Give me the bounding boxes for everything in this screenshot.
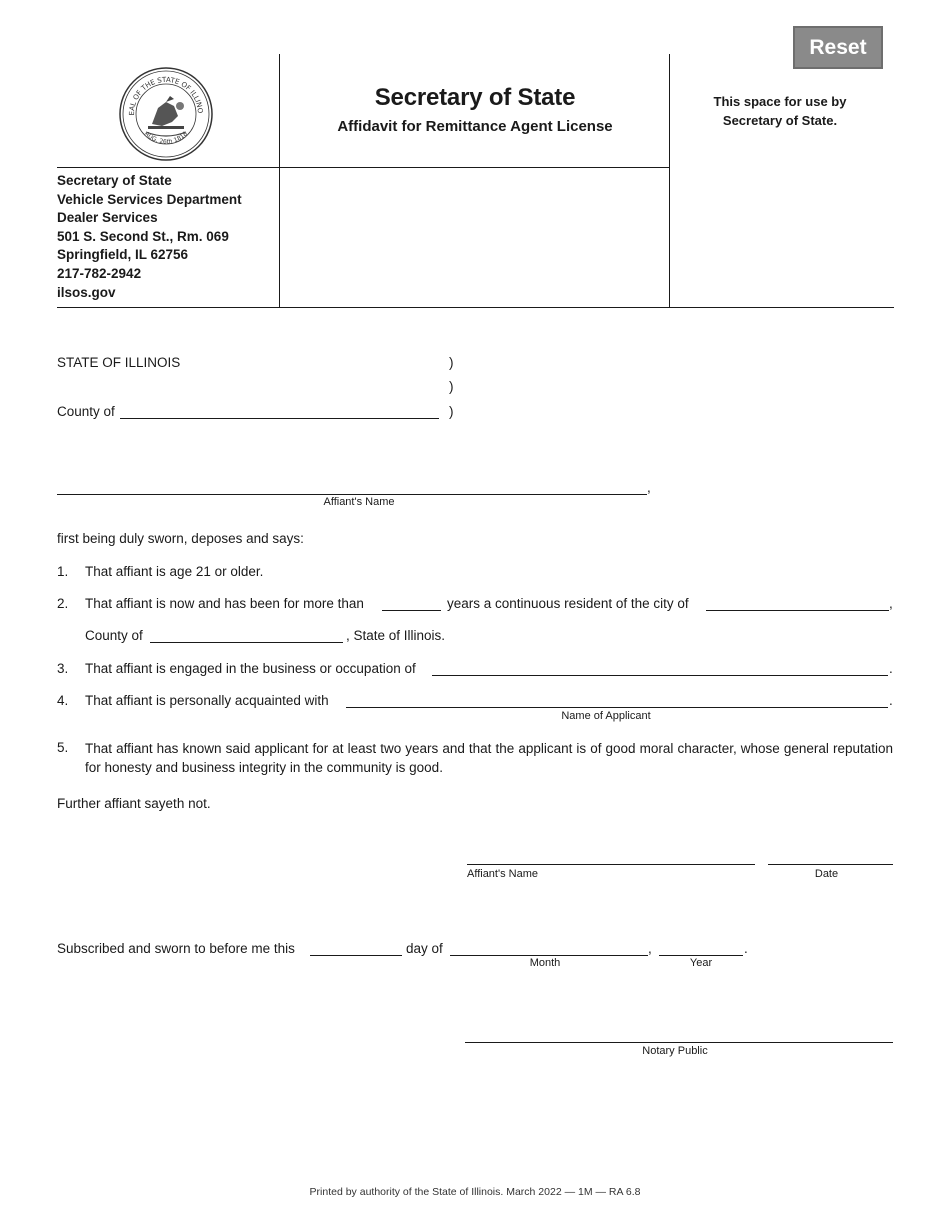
item-2-text-b: years a continuous resident of the city of xyxy=(447,596,689,611)
address-website[interactable]: ilsos.gov xyxy=(57,284,116,300)
date-line[interactable] xyxy=(768,864,893,865)
item-2-comma: , xyxy=(889,596,893,611)
item-3-number: 3. xyxy=(57,661,69,676)
address-phone: 217-782-2942 xyxy=(57,265,142,281)
reset-button[interactable]: Reset xyxy=(793,26,883,69)
item-2-text-a: That affiant is now and has been for more than xyxy=(85,596,364,611)
venue-county-label: County of xyxy=(57,404,115,419)
venue-paren-1: ) xyxy=(449,355,454,370)
month-field[interactable] xyxy=(450,940,648,956)
year-caption: Year xyxy=(689,957,713,969)
address-line-3: Dealer Services xyxy=(57,210,158,226)
affiant-signature-caption: Affiant's Name xyxy=(467,868,538,880)
further-affiant: Further affiant sayeth not. xyxy=(57,796,211,811)
svg-text:SEAL OF THE STATE OF ILLINOIS: EAL OF THE STATE OF ILLINO xyxy=(127,75,205,116)
venue-paren-3: ) xyxy=(449,404,454,419)
footer-note: Printed by authority of the State of Illinois. March 2022 — 1M — RA 6.8 xyxy=(309,1186,641,1198)
sworn-statement: first being duly sworn, deposes and says: xyxy=(57,531,304,546)
item-2-text-c: County of xyxy=(85,628,143,643)
venue-county-field[interactable] xyxy=(120,403,439,419)
item-4-number: 4. xyxy=(57,693,69,708)
applicant-name-caption: Name of Applicant xyxy=(561,710,651,722)
affiant-name-caption: Affiant's Name xyxy=(323,496,395,508)
address-line-2: Vehicle Services Department xyxy=(57,191,242,207)
item-1-text: That affiant is age 21 or older. xyxy=(85,564,264,579)
notary-caption: Notary Public xyxy=(642,1045,708,1057)
svg-text:AUG. 26th 1818: AUG. 26th 1818 xyxy=(143,130,189,146)
subscribed-text: Subscribed and sworn to before me this xyxy=(57,941,295,956)
affiant-name-field[interactable] xyxy=(57,478,647,495)
affiant-name-comma: , xyxy=(647,480,651,495)
header-title-underline xyxy=(57,167,669,168)
venue-state: STATE OF ILLINOIS xyxy=(57,355,181,370)
occupation-field[interactable] xyxy=(432,660,888,676)
affiant-signature-line[interactable] xyxy=(467,864,755,865)
city-field[interactable] xyxy=(706,595,889,611)
item-2-text-d: , State of Illinois. xyxy=(346,628,446,643)
month-caption: Month xyxy=(529,957,561,969)
month-comma: , xyxy=(648,941,652,956)
item-4-period: . xyxy=(889,693,893,708)
year-period: . xyxy=(744,941,748,956)
applicant-name-field[interactable] xyxy=(346,692,888,708)
state-seal-icon xyxy=(118,66,214,162)
page-title: Secretary of State xyxy=(374,84,576,111)
venue-paren-2: ) xyxy=(449,379,454,394)
item-3-text: That affiant is engaged in the business or occupation of xyxy=(85,661,416,676)
sos-space-line-1: This space for use by xyxy=(713,94,847,109)
item-4-text: That affiant is personally acquainted with xyxy=(85,693,329,708)
day-field[interactable] xyxy=(310,940,402,956)
years-field[interactable] xyxy=(382,595,441,611)
header-bottom-rule xyxy=(57,307,894,308)
item-5-text: That affiant has known said applicant for at least two years and that the applicant is of good moral character, whose general reputation for honesty and business integrity in the community is good. xyxy=(85,741,893,775)
year-field[interactable] xyxy=(659,940,743,956)
form-subtitle: Affidavit for Remittance Agent License xyxy=(337,118,613,135)
sos-space-line-2: Secretary of State. xyxy=(722,113,838,128)
notary-signature-line[interactable] xyxy=(465,1042,893,1043)
day-of-text: day of xyxy=(406,941,443,956)
office-address xyxy=(57,172,242,302)
address-line-1: Secretary of State xyxy=(57,173,172,188)
resident-county-field[interactable] xyxy=(150,627,343,643)
date-caption: Date xyxy=(814,868,839,880)
address-line-5: Springfield, IL 62756 xyxy=(57,247,189,263)
sos-use-space-note xyxy=(690,92,870,130)
item-1-number: 1. xyxy=(57,564,69,579)
item-5-number: 5. xyxy=(57,740,69,755)
item-3-period: . xyxy=(889,661,893,676)
item-2-number: 2. xyxy=(57,596,69,611)
address-line-4: 501 S. Second St., Rm. 069 xyxy=(57,228,229,244)
